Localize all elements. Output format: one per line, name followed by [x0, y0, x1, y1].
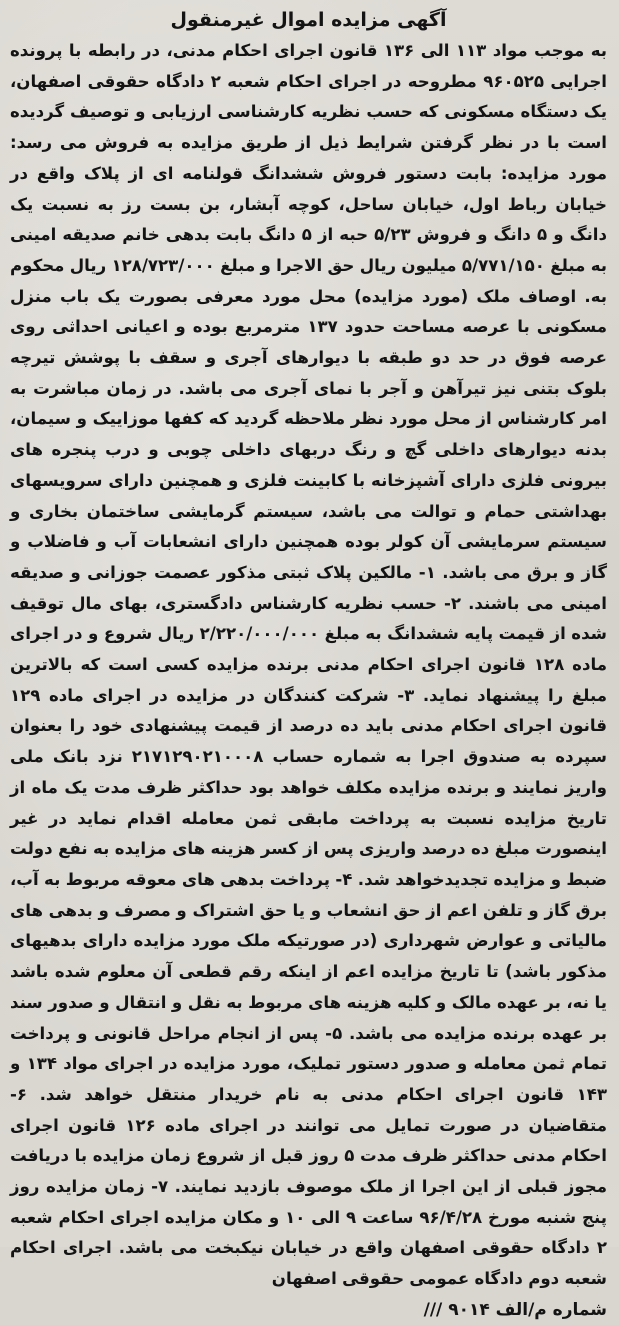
notice-title: آگهی مزایده اموال غیرمنقول: [170, 9, 447, 31]
notice-body: به موجب مواد ۱۱۳ الی ۱۳۶ قانون اجرای احکام مدنی، در رابطه با پرونده اجرایی ۹۶۰۵۲۵ مطروحه در اجرای احکام شعبه ۲ دادگاه حقوقی اصفهان، یک دستگاه مسکونی که حسب نظریه کارشناسی ارزیابی و توصیف گردیده است با در نظر گرفتن شرایط ذیل از طریق مزایده به فروش می رسد: مورد مزایده: بابت دستور فروش ششدانگ قولنامه ای از پلاک واقع در خیابان رباط اول، خیابان ساحل، کوچه آبشار، بن بست رز به نسبت یک دانگ و ۵ دانگ و فروش ۵/۲۳ حبه از ۵ دانگ بابت بدهی خانم صدیقه امینی به مبلغ ۵/۷۷۱/۱۵۰ میلیون ریال حق الاجرا و مبلغ ۱۲۸/۷۲۳/۰۰۰ ریال محکوم به. اوصاف ملک (مورد مزایده) محل مورد معرفی بصورت یک باب منزل مسکونی با عرصه مساحت حدود ۱۳۷ مترمربع بوده و اعیانی احداثی روی عرصه فوق در حد دو طبقه با دیوارهای آجری و سقف با پوشش تیرچه بلوک بتنی نیز تیرآهن و آجر با نمای آجری می باشد. در زمان مباشرت به امر کارشناس از محل مورد نظر ملاحظه گردید که کفها موزاییک و سیمان، بدنه دیوارهای داخلی گچ و رنگ دربهای داخلی چوبی و درب پنجره های بیرونی فلزی دارای آشپزخانه با کابینت فلزی و همچنین دارای سرویسهای بهداشتی حمام و توالت می باشد، سیستم گرمایشی ساختمان بخاری و سیستم سرمایشی آن کولر بوده همچنین دارای انشعابات آب و فاضلاب و گاز و برق می باشد. ۱- مالکین پلاک ثبتی مذکور عصمت جوزانی و صدیقه امینی می باشند. ۲- حسب نظریه کارشناس دادگستری، بهای مال توقیف شده از قیمت پایه ششدانگ به مبلغ ۲/۲۲۰/۰۰۰/۰۰۰ ریال شروع و در اجرای ماده ۱۲۸ قانون اجرای احکام مدنی برنده مزایده کسی است که بالاترین مبلغ را پیشنهاد نماید. ۳- شرکت کنندگان در مزایده در اجرای ماده ۱۲۹ قانون اجرای احکام مدنی باید ده درصد از قیمت پیشنهادی خود را بعنوان سپرده به صندوق اجرا به شماره حساب ۲۱۷۱۲۹۰۲۱۰۰۰۸ نزد بانک ملی واریز نمایند و برنده مزایده مکلف خواهد بود حداکثر ظرف مدت یک ماه از تاریخ مزایده نسبت به پرداخت مابقی ثمن معامله اقدام نماید در غیر اینصورت مبلغ ده درصد واریزی پس از کسر هزینه های مزایده به نفع دولت ضبط و مزایده تجدیدخواهد شد. ۴- پرداخت بدهی های معوقه مربوط به آب، برق گاز و تلفن اعم از حق انشعاب و یا حق اشتراک و مصرف و بدهی های مالیاتی و عوارض شهرداری (در صورتیکه ملک مورد مزایده دارای بدهیهای مذکور باشد) تا تاریخ مزایده اعم از اینکه رقم قطعی آن معلوم شده باشد یا نه، بر عهده مالک و کلیه هزینه های مربوط به نقل و انتقال و صدور سند بر عهده برنده مزایده می باشد. ۵- پس از انجام مراحل قانونی و پرداخت تمام ثمن معامله و صدور دستور تملیک، مورد مزایده در اجرای مواد ۱۳۴ و ۱۴۳ قانون اجرای احکام مدنی به نام خریدار منتقل خواهد شد. ۶- متقاضیان در صورت تمایل می توانند در اجرای ماده ۱۲۶ قانون اجرای احکام مدنی حداکثر ظرف مدت ۵ روز قبل از شروع زمان مزایده با دریافت مجوز قبلی از این اجرا از ملک موصوف بازدید نمایند. ۷- زمان مزایده روز پنج شنبه مورخ ۹۶/۴/۲۸ ساعت ۹ الی ۱۰ و مکان مزایده اجرای احکام شعبه ۲ دادگاه حقوقی اصفهان واقع در خیابان نیکبخت می باشد. اجرای احکام شعبه دوم دادگاه عمومی حقوقی اصفهان: [10, 41, 608, 1289]
notice-reference-number: شماره م/الف ۹۰۱۴ ///: [423, 1299, 607, 1320]
